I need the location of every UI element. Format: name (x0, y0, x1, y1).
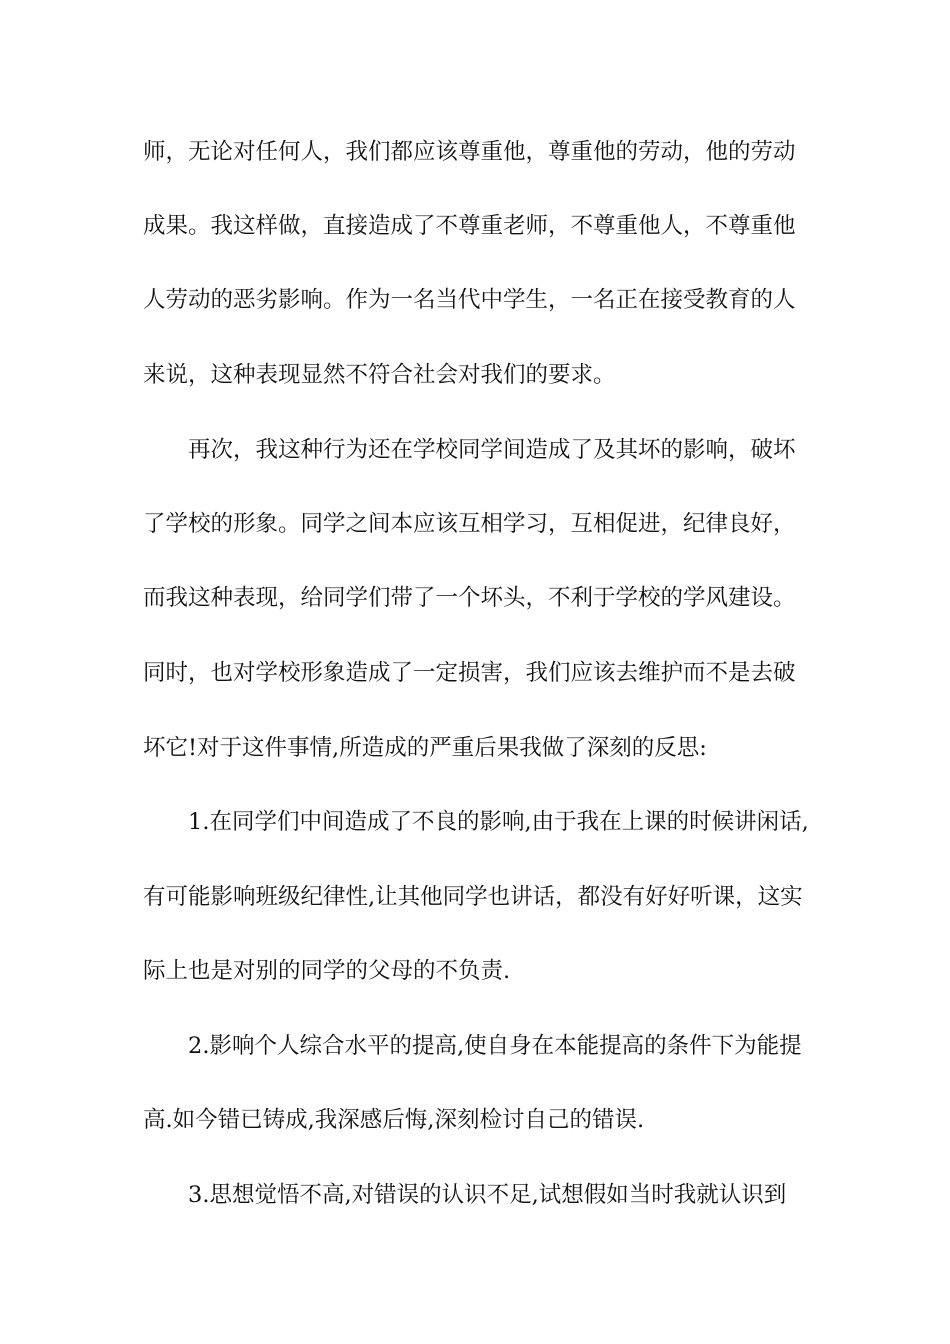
text-line: 人劳动的恶劣影响。作为一名当代中学生，一名正在接受教育的人 (143, 287, 796, 313)
text-line: 有可能影响班级纪律性,让其他同学也讲话，都没有好好听课，这实 (143, 884, 803, 910)
text-line: 师，无论对任何人，我们都应该尊重他，尊重他的劳动，他的劳动 (143, 139, 796, 165)
list-item-1-line: 1.在同学们中间造成了不良的影响,由于我在上课的时候讲闲话, (188, 809, 809, 835)
text-line: 了学校的形象。同学之间本应该互相学习，互相促进，纪律良好， (143, 511, 796, 537)
text-line: 来说，这种表现显然不符合社会对我们的要求。 (143, 362, 616, 388)
text-line: 成果。我这样做，直接造成了不尊重老师，不尊重他人，不尊重他 (143, 213, 796, 239)
list-item-3-line: 3.思想觉悟不高,对错误的认识不足,试想假如当时我就认识到 (188, 1182, 787, 1208)
text-line: 而我这种表现，给同学们带了一个坏头，不利于学校的学风建设。 (143, 585, 796, 611)
paragraph-start-line: 再次，我这种行为还在学校同学间造成了及其坏的影响，破坏 (188, 437, 796, 463)
text-line: 高.如今错已铸成,我深感后悔,深刻检讨自己的错误. (143, 1107, 645, 1133)
list-item-2-line: 2.影响个人综合水平的提高,使自身在本能提高的条件下为能提 (188, 1033, 802, 1059)
text-line: 坏它!对于这件事情,所造成的严重后果我做了深刻的反思: (143, 735, 707, 761)
text-line: 同时，也对学校形象造成了一定损害，我们应该去维护而不是去破 (143, 660, 796, 686)
text-line: 际上也是对别的同学的父母的不负责. (143, 958, 511, 984)
